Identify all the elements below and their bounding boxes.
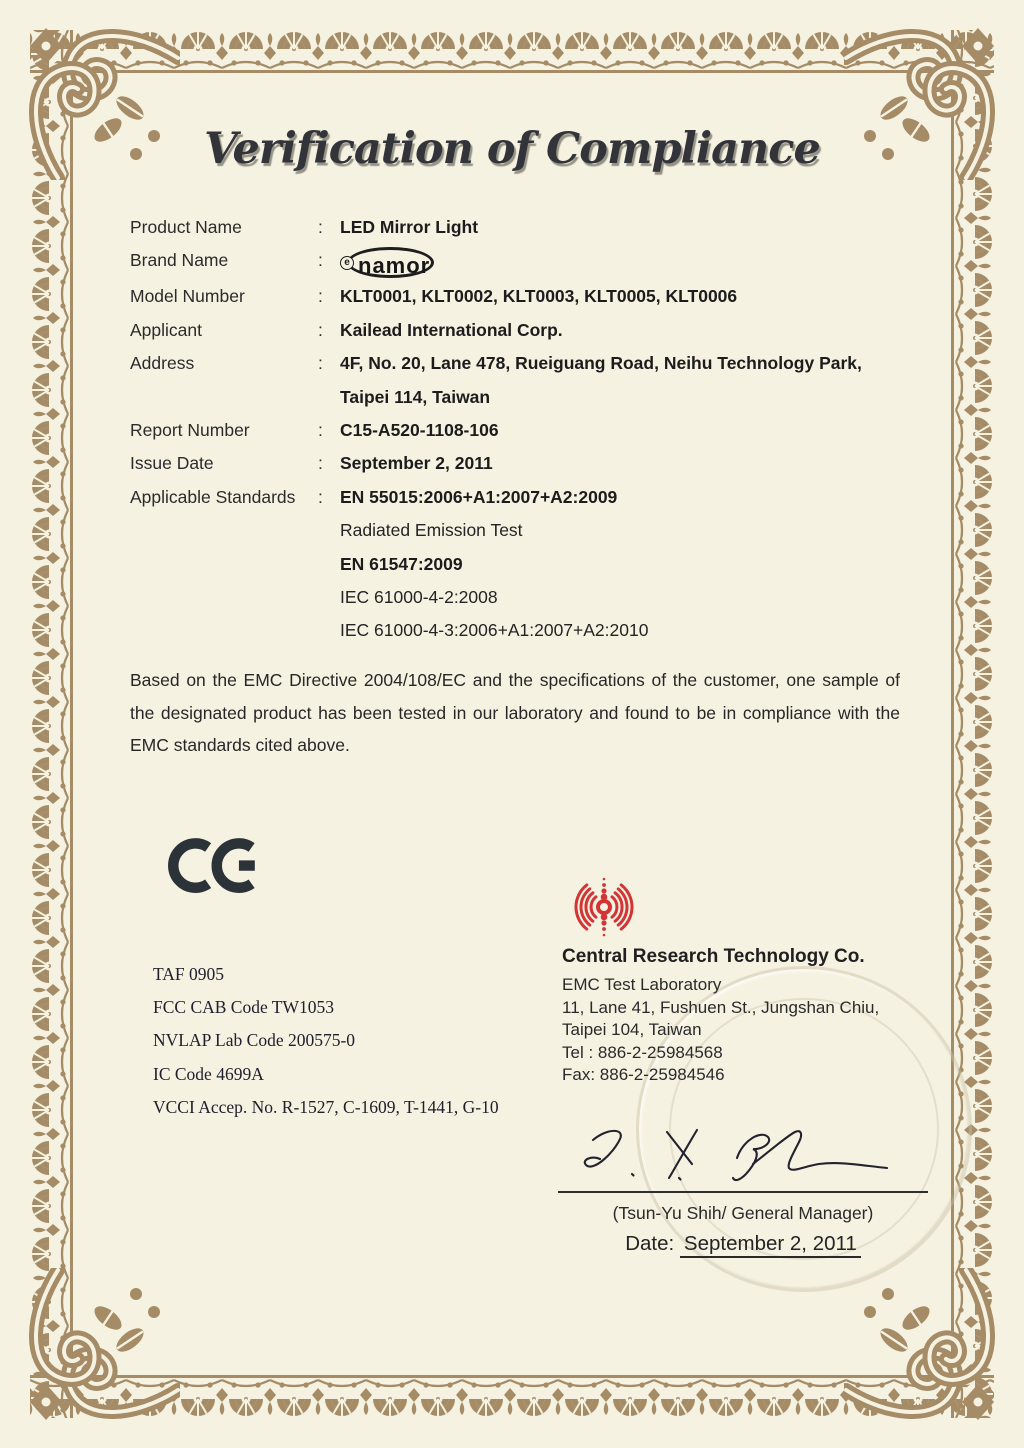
field-label: Address bbox=[130, 353, 195, 374]
ce-mark-icon bbox=[167, 837, 264, 900]
border-corner-bottom-left-icon bbox=[8, 1268, 180, 1440]
border-ornament-right bbox=[950, 30, 994, 1418]
field-value: KLT0001, KLT0002, KLT0003, KLT0005, KLT0006 bbox=[340, 286, 738, 307]
radio-wave-logo-icon bbox=[562, 874, 646, 945]
field-applicant bbox=[130, 314, 916, 347]
brand-logo-e-circle: e bbox=[340, 256, 354, 270]
standard-line: IEC 61000-4-3:2006+A1:2007+A2:2010 bbox=[340, 620, 649, 641]
field-label: Applicant bbox=[130, 319, 202, 340]
field-colon: : bbox=[318, 217, 323, 237]
accreditation-codes bbox=[153, 958, 499, 1124]
field-label: Applicable Standards bbox=[130, 486, 296, 507]
accreditation-line: IC Code 4699A bbox=[153, 1063, 264, 1084]
address-line-1: 4F, No. 20, Lane 478, Rueiguang Road, Neihu Technology Park, bbox=[340, 353, 862, 374]
field-colon: : bbox=[318, 486, 323, 507]
field-value bbox=[340, 347, 916, 414]
field-brand-name bbox=[130, 244, 916, 280]
certificate-fields bbox=[130, 211, 916, 648]
field-value bbox=[340, 244, 916, 280]
field-applicable-standards bbox=[130, 481, 916, 648]
brand-logo-text: namor bbox=[358, 253, 431, 279]
border-ornament-left bbox=[30, 30, 74, 1418]
accreditation-line: TAF 0905 bbox=[153, 964, 225, 984]
field-product-name bbox=[130, 211, 916, 244]
signer-name: (Tsun-Yu Shih/ General Manager) bbox=[612, 1203, 874, 1223]
field-report-number bbox=[130, 414, 916, 447]
issuer-fax: Fax: 886-2-25984546 bbox=[562, 1065, 725, 1085]
field-value: Kailead International Corp. bbox=[340, 319, 563, 340]
standard-line: IEC 61000-4-2:2008 bbox=[340, 587, 498, 608]
field-label: Issue Date bbox=[130, 453, 214, 474]
field-value: LED Mirror Light bbox=[340, 217, 479, 237]
field-label: Model Number bbox=[130, 286, 245, 307]
issuer-company-name: Central Research Technology Co. bbox=[562, 946, 865, 967]
accreditation-line: VCCI Accep. No. R-1527, C-1609, T-1441, G-10 bbox=[153, 1096, 499, 1117]
field-label: Brand Name bbox=[130, 250, 229, 271]
field-value: C15-A520-1108-106 bbox=[340, 420, 499, 441]
standard-line: EN 61547:2009 bbox=[340, 553, 463, 574]
field-colon: : bbox=[318, 420, 323, 441]
issuer-tel: Tel : 886-2-25984568 bbox=[562, 1042, 723, 1062]
field-colon: : bbox=[318, 453, 323, 474]
field-label: Report Number bbox=[130, 420, 250, 441]
field-colon: : bbox=[318, 250, 323, 271]
field-model-number bbox=[130, 280, 916, 313]
date-label: Date: bbox=[625, 1232, 675, 1255]
issuer-lab: EMC Test Laboratory bbox=[562, 975, 722, 994]
accreditation-line: FCC CAB Code TW1053 bbox=[153, 997, 335, 1018]
signature-handwriting bbox=[575, 1120, 905, 1197]
signature-date bbox=[558, 1232, 928, 1256]
standard-line: Radiated Emission Test bbox=[340, 520, 523, 541]
standard-line: EN 55015:2006+A1:2007+A2:2009 bbox=[340, 486, 618, 507]
issuer-block bbox=[562, 946, 922, 1087]
field-issue-date bbox=[130, 447, 916, 480]
address-line-2: Taipei 114, Taiwan bbox=[340, 386, 491, 407]
field-label: Product Name bbox=[130, 217, 242, 237]
issuer-address-1: 11, Lane 41, Fushuen St., Jungshan Chiu, bbox=[562, 997, 880, 1017]
border-corner-bottom-right-icon bbox=[844, 1268, 1016, 1440]
field-value bbox=[340, 481, 916, 648]
signature-line bbox=[558, 1191, 928, 1193]
field-value: September 2, 2011 bbox=[340, 453, 493, 474]
field-colon: : bbox=[318, 353, 323, 374]
field-colon: : bbox=[318, 319, 323, 340]
date-value: September 2, 2011 bbox=[680, 1232, 861, 1258]
field-address bbox=[130, 347, 916, 414]
compliance-statement: Based on the EMC Directive 2004/108/EC and the specifications of the customer, one sample of the designated product has been tested in our laboratory and found to be in compliance with the EMC standards cited above. bbox=[130, 670, 900, 756]
field-colon: : bbox=[318, 286, 323, 307]
issuer-address-2: Taipei 104, Taiwan bbox=[562, 1020, 702, 1040]
accreditation-line: NVLAP Lab Code 200575-0 bbox=[153, 1030, 356, 1051]
brand-logo bbox=[340, 247, 440, 280]
page-title: Verification of Compliance bbox=[204, 124, 820, 174]
